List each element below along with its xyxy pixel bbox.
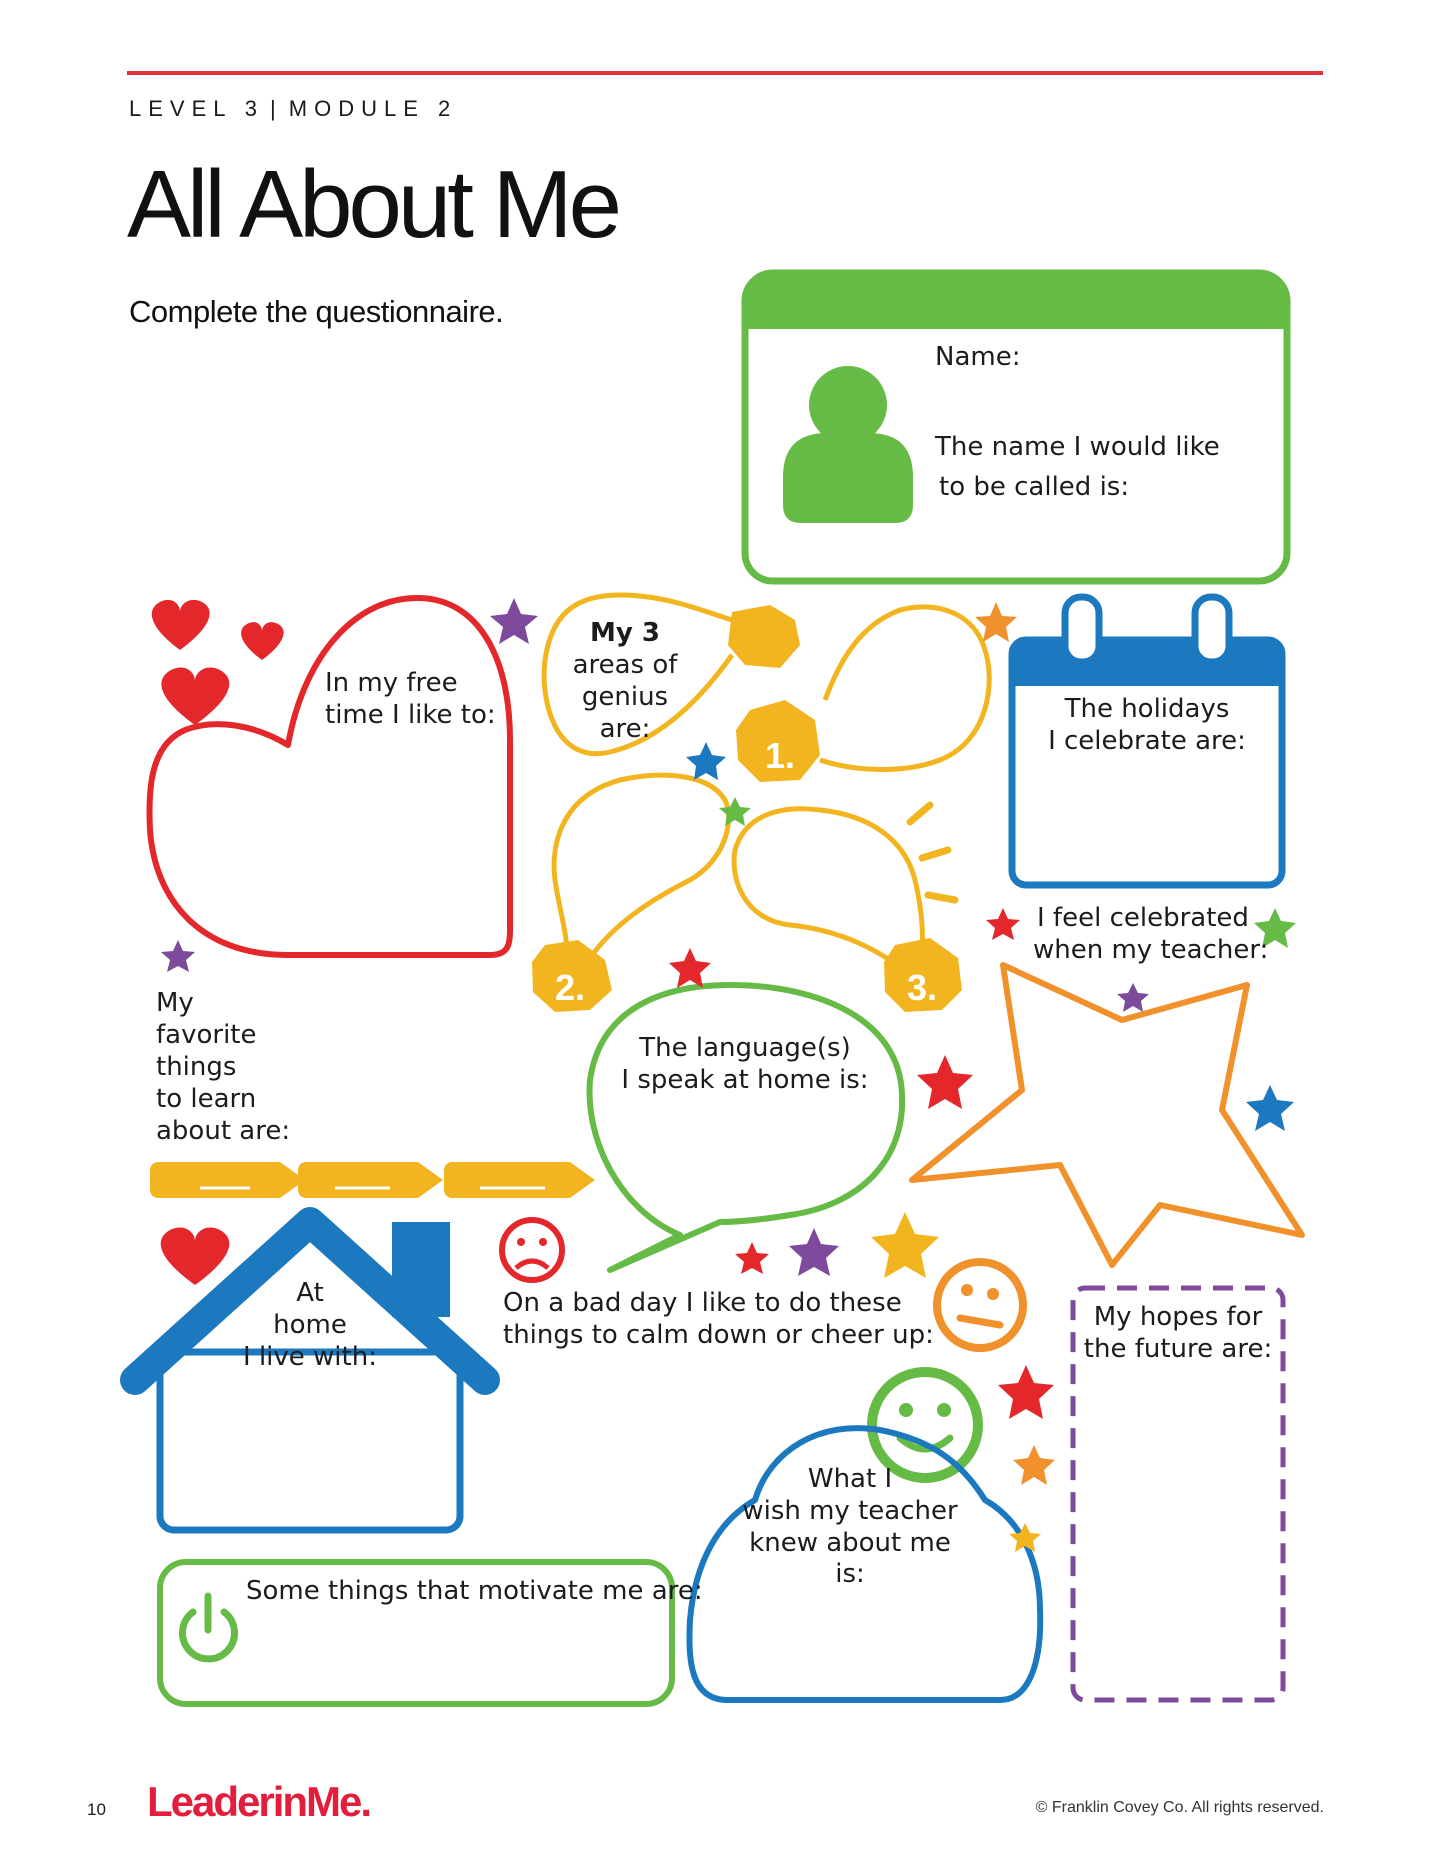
- genius-line1: My 3: [590, 618, 660, 648]
- kicker-module: MODULE 2: [288, 96, 458, 121]
- hearts-decoration: [152, 600, 284, 725]
- pencils-decoration: [150, 1162, 595, 1198]
- page-number: 10: [87, 1800, 106, 1819]
- page-subtitle: Complete the questionnaire.: [129, 294, 504, 329]
- genius-line2: areas of: [572, 650, 678, 680]
- nickname-label-line1: The name I would like: [935, 432, 1220, 462]
- bad-day-line2: things to calm down or cheer up:: [503, 1320, 934, 1350]
- motivate-label: Some things that motivate me are:: [246, 1576, 703, 1606]
- leader-in-me-logo: LeaderinMe.: [147, 1778, 371, 1825]
- kicker-level: LEVEL 3: [129, 96, 265, 121]
- happy-face-icon: [872, 1372, 978, 1478]
- genius-line3: genius: [581, 682, 669, 712]
- hopes-line1: My hopes for: [1093, 1302, 1263, 1332]
- language-line1: The language(s): [639, 1033, 851, 1063]
- free-time-heart: [149, 598, 510, 955]
- celebrated-line1: I feel celebrated: [1037, 903, 1249, 933]
- language-line2: I speak at home is:: [621, 1065, 869, 1095]
- top-rule: [127, 71, 1323, 75]
- celebrated-star: [912, 965, 1302, 1265]
- favorite-things-line4: to learn: [156, 1084, 257, 1114]
- favorite-things-line3: things: [156, 1052, 237, 1082]
- page-title: All About Me: [127, 151, 618, 258]
- hopes-line2: the future are:: [1083, 1334, 1273, 1364]
- nickname-label-line2: to be called is:: [939, 472, 1130, 502]
- genius-line4: are:: [599, 714, 651, 744]
- home-heart: [161, 1228, 230, 1286]
- neutral-face-icon: [937, 1262, 1023, 1348]
- favorite-things-line5: about are:: [156, 1116, 291, 1146]
- holidays-line1: The holidays: [1064, 694, 1230, 724]
- celebrated-line2: when my teacher:: [1033, 935, 1269, 965]
- favorite-things-line1: My: [156, 988, 194, 1018]
- wish-line3: knew about me is:: [749, 1528, 951, 1589]
- free-time-line1: In my free: [325, 668, 458, 698]
- sad-face-icon: [502, 1220, 562, 1280]
- bulb-number-1: 1.: [765, 735, 796, 776]
- home-line2: home: [273, 1310, 347, 1340]
- free-time-line2: time I like to:: [325, 700, 496, 730]
- kicker-separator: |: [270, 96, 283, 121]
- home-line3: I live with:: [243, 1342, 377, 1372]
- bulb-number-3: 3.: [907, 967, 938, 1008]
- holidays-line2: I celebrate are:: [1048, 726, 1246, 756]
- power-icon: [182, 1596, 234, 1659]
- bulb-number-2: 2.: [555, 967, 586, 1008]
- wish-line1: What I: [807, 1464, 893, 1494]
- bad-day-line1: On a bad day I like to do these: [503, 1288, 902, 1318]
- level-module-kicker: [129, 96, 457, 122]
- home-line1: At: [296, 1278, 324, 1308]
- wish-line2: wish my teacher: [742, 1496, 958, 1526]
- copyright: © Franklin Covey Co. All rights reserved.: [1035, 1799, 1324, 1816]
- favorite-things-line2: favorite: [156, 1020, 257, 1050]
- name-label: Name:: [935, 342, 1021, 372]
- language-speech-bubble: [590, 985, 903, 1270]
